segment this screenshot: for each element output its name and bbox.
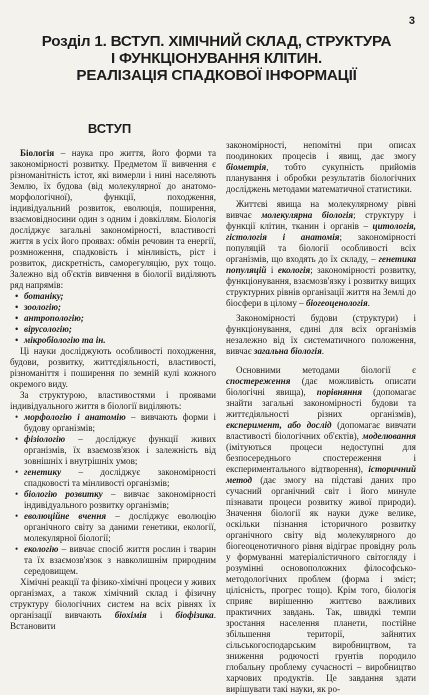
term: біометрія [226, 162, 267, 172]
text: (допомагає вивчати властивості біологічних об'єктів), [226, 420, 416, 441]
paragraph [226, 365, 416, 695]
text: – вивчають форми і будову організмів; [24, 412, 216, 433]
list-item [24, 544, 216, 577]
text: – досліджує функції живих організмів, їх взаємозв'язок і залежність від зовнішніх і внутрішніх умов; [24, 434, 216, 466]
term: історичний метод [226, 464, 416, 485]
text: – досліджує закономірності спадковості та мінливості організмів; [24, 467, 216, 488]
paragraph [10, 577, 216, 632]
text: (допомагає знайти загальні закономірності будови та життєдіяльності різних організмів), [226, 387, 416, 419]
term: генетику [24, 467, 62, 477]
term: екологія [277, 265, 311, 275]
list-item [24, 434, 216, 467]
chapter-title-line: І ФУНКЦІОНУВАННЯ КЛІТИН. [110, 50, 323, 67]
text: – наука про життя, його форми та закономірності розвитку. Предметом її вивчення є різноманітність істот, які вимерли і нині населяють Землю, їх будова (від молекулярної до анатомо-морфологічної), функції, походження, індивідуальний розвиток, еволюція, поширення, взаємовідносини один з одним і довкіллям. Біологія досліджує загальні закономірності, властивості життя в усіх його проявах: обмін речовин та енергії, розмноження, спадковість і мінливість, ріст і розвиток, дискретність, саморегуляцію, рух тощо. Залежно від об'єктів вивчення в біології виділяють ряд напрямів: [10, 148, 216, 290]
paragraph [226, 313, 416, 357]
list-item [24, 467, 216, 489]
text: (дає змогу на підставі даних про сучасний органічний світ і його минуле пізнавати процеси розвитку живої природи). Значення біології як науки дуже велике, оскільки пізнання історичного розвитку органічного світу від молекулярного до біогеоценотичного рівня відіграє провідну роль у формуванні матеріалістичного світогляду і розумінні основоположних філософсько-методологічних проблем (форма і зміст; цілісність, прогрес тощо). Крім того, біологія сприяє вирішенню життєво важливих практичних завдань. Так, швидкі темпи зростання населення планети, постійне збільшення території, зайнятих сільськогосподарським виробництвом, та зниження родючості грунтів породило глобальну проблему сучасності – виробництво харчових продуктів. Це завдання здати вирішувати такі науки, як ро- [226, 475, 416, 694]
text: (дає можливість описати біологічні явища), [226, 376, 416, 397]
paragraph [226, 140, 416, 195]
term: біогеоценологія [305, 298, 368, 308]
paragraph: За структурою, властивостями і проявами індивідуального життя в біології виділяють: [10, 390, 216, 411]
text: ; структуру і функції клітин, тканин і органів – [226, 210, 416, 231]
list-item [24, 511, 216, 544]
right-column [226, 140, 416, 695]
list-item: • антропологію; [24, 313, 216, 324]
text: . [321, 346, 325, 356]
term: моделювання [362, 431, 416, 441]
term: біохімія [114, 610, 147, 620]
left-column [10, 148, 216, 632]
text: . Встановити [10, 610, 216, 631]
text: закономірності, непомітні при описах поодиноких процесів і явищ, дає змогу [226, 140, 416, 161]
term: біологію розвитку [24, 489, 103, 499]
paragraph [10, 148, 216, 291]
list-item [24, 412, 216, 434]
text: ; закономірності популяцій та біології особливості всіх організмів, що входять до їх складу, – [226, 232, 416, 264]
chapter-title-line: РЕАЛІЗАЦІЯ СПАДКОВОЇ ІНФОРМАЦІЇ [76, 67, 357, 84]
text: ; закономірності розвитку, функціонування, взаємозв'язку і розвитку вищих структурних рівнів організації життя на Землі до біосфери в цілому – [226, 265, 416, 308]
paragraph [226, 199, 416, 309]
text: і [266, 265, 278, 275]
term: загальна біологія [253, 346, 322, 356]
term: спостереження [226, 376, 291, 386]
list-item: • зоологію; [24, 302, 216, 313]
term: цитологія, гістологія і анатомія [226, 221, 416, 242]
text: Хімічні реакції та фізико-хімічні процеси у живих організмах, а також хімічний склад і фізичну структуру біологічних систем на всіх рівнях їх організації вивчають [10, 577, 216, 620]
text: – вивчає закономірності індивідуального розвитку організмів; [24, 489, 216, 510]
page-number: 3 [408, 15, 415, 27]
text: – вивчає спосіб життя рослин і тварин та їх взаємозв'язок з навколишнім природним середовищем. [24, 544, 216, 576]
term: молекулярна біологія [261, 210, 354, 220]
term: експеримент, або дослід [226, 420, 332, 430]
text: . [367, 298, 370, 308]
term: еволюційне вчення [24, 511, 107, 521]
list-item: • вірусологію; [24, 324, 216, 335]
term: генетика популяцій [226, 254, 416, 275]
text: – досліджує еволюцію органічного світу за даними генетики, екології, молекулярної біології; [24, 511, 216, 543]
term: фізіологію [24, 434, 66, 444]
paragraph: Ці науки досліджують особливості походження, будови, розвитку, життєдіяльності, властивості, різноманіття і поширення по земній кулі кожного окремого виду. [10, 346, 216, 389]
term: біофізика [175, 610, 214, 620]
term: екологію [24, 544, 59, 554]
term: порівняння [316, 387, 363, 397]
term: морфологію і анатомію [24, 412, 126, 422]
text: Закономірності будови (структури) і функціонування, єдині для всіх організмів незалежно від їх систематичного положення, вивчає [226, 313, 416, 356]
chapter-title-line: Розділ 1. ВСТУП. ХІМІЧНИЙ СКЛАД, СТРУКТУРА [41, 33, 392, 50]
text: Життєві явища на молекулярному рівні вивчає [226, 199, 416, 220]
chapter-title [22, 33, 411, 84]
text: Основними методами біології є [236, 365, 416, 375]
text: і [146, 610, 176, 620]
section-title: ВСТУП [87, 121, 132, 136]
term: Біологія [20, 148, 55, 158]
list-item: • мікробіологію та ін. [24, 335, 216, 346]
object-list [10, 291, 216, 346]
text: , тобто сукупність прийомів планування і обробки результатів біологічних досліджень методами математичної статистики. [226, 162, 416, 194]
list-item: • ботаніку; [24, 291, 216, 302]
list-item [24, 489, 216, 511]
text: (імітуються процеси недоступні для безпосереднього спостереження і експериментального відтворення), [226, 442, 416, 474]
branch-list [10, 412, 216, 577]
